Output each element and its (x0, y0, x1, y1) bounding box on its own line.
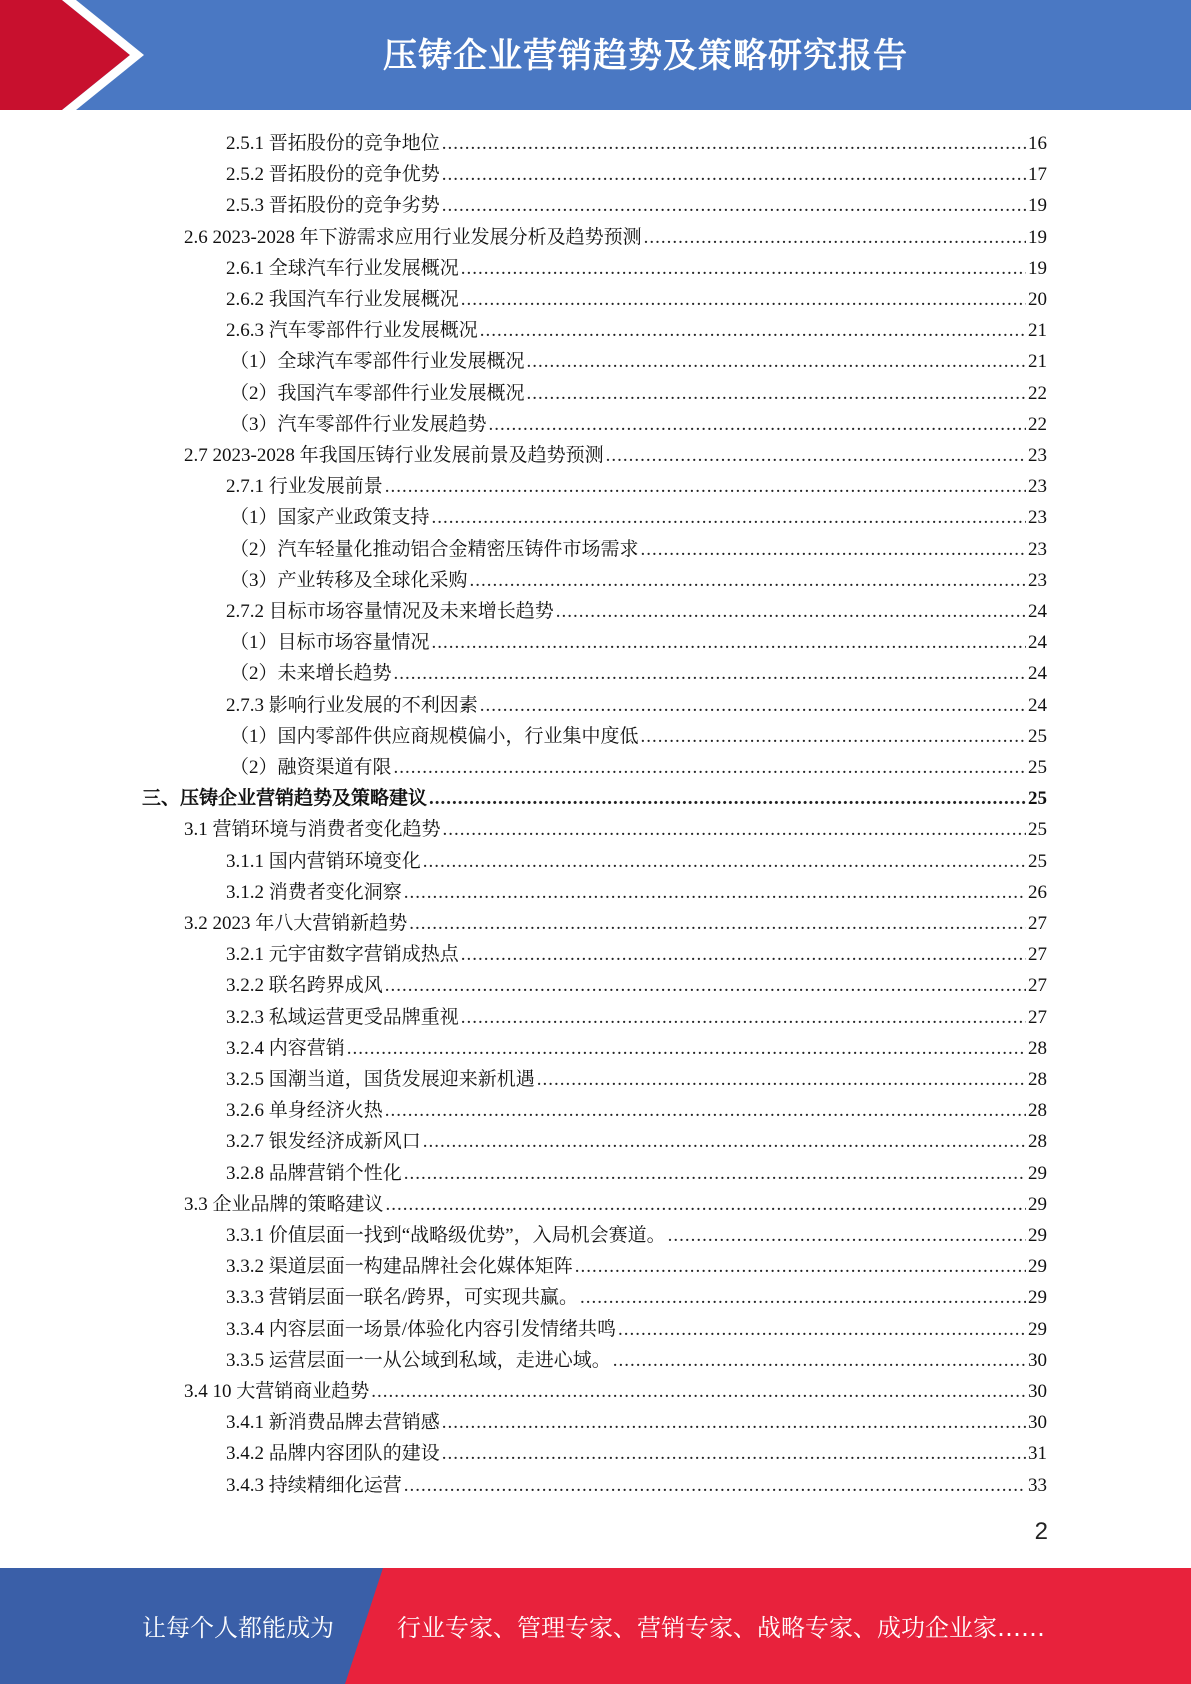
toc-entry-page: 19 (1028, 226, 1047, 248)
toc-entry-label: 3.2.1 元宇宙数字营销成热点 (226, 944, 459, 966)
toc-entry[interactable] (226, 1158, 1047, 1189)
toc-entry-page: 25 (1028, 819, 1047, 841)
toc-leader-dots (442, 128, 1026, 159)
toc-entry-label: 2.7.2 目标市场容量情况及未来增长趋势 (226, 601, 554, 622)
toc-leader-dots (556, 596, 1026, 627)
toc-entry[interactable] (230, 346, 1047, 377)
toc-entry-page: 22 (1028, 382, 1047, 404)
toc-entry-page: 24 (1028, 663, 1047, 685)
toc-entry[interactable] (226, 1220, 1047, 1251)
toc-entry[interactable] (226, 1002, 1047, 1033)
toc-entry-page: 26 (1028, 881, 1047, 903)
toc-leader-dots (613, 1345, 1026, 1376)
toc-entry[interactable] (230, 502, 1047, 533)
toc-entry-page: 23 (1028, 445, 1047, 466)
toc-leader-dots (404, 1158, 1026, 1189)
toc-entry-page: 30 (1028, 1381, 1047, 1402)
toc-leader-dots (409, 908, 1026, 939)
toc-entry-label: 2.6.2 我国汽车行业发展概况 (226, 289, 459, 310)
toc-entry-page: 21 (1028, 320, 1047, 342)
toc-entry-label: 3.2.2 联名跨界成风 (226, 975, 383, 997)
footer-slogan-right: 行业专家、管理专家、营销专家、战略专家、成功企业家…… (397, 1614, 1045, 1642)
toc-leader-dots (470, 565, 1026, 596)
toc-entry-label: 3.4.3 持续精细化运营 (226, 1474, 402, 1496)
toc-entry-page: 22 (1028, 413, 1047, 435)
toc-entry-label: （1）国家产业政策支持 (230, 507, 430, 529)
toc-entry[interactable] (226, 846, 1047, 877)
toc-entry-label: 2.6 2023-2028 年下游需求应用行业发展分析及趋势预测 (184, 226, 642, 248)
footer-slogan-left: 让每个人都能成为 (142, 1614, 334, 1642)
toc-entry-label: 2.6.3 汽车零部件行业发展概况 (226, 320, 478, 342)
toc-entry-label: 3.4.1 新消费品牌去营销感 (226, 1412, 440, 1434)
toc-entry[interactable] (226, 1438, 1047, 1469)
toc-leader-dots (461, 1002, 1026, 1033)
toc-leader-dots (527, 378, 1026, 409)
toc-entry[interactable] (184, 1376, 1047, 1407)
toc-leader-dots (394, 658, 1026, 689)
toc-entry-label: 3.2.3 私域运营更受品牌重视 (226, 1006, 459, 1028)
toc-entry-label: 2.5.2 晋拓股份的竞争优势 (226, 164, 440, 186)
toc-entry-page: 29 (1028, 1162, 1047, 1184)
toc-entry-page: 30 (1028, 1349, 1047, 1371)
toc-entry-page: 30 (1028, 1412, 1047, 1434)
toc-entry-page: 27 (1028, 944, 1047, 966)
toc-leader-dots (429, 783, 1026, 814)
toc-entry-page: 19 (1028, 257, 1047, 279)
toc-entry-page: 29 (1028, 1193, 1047, 1215)
toc-entry-label: （1）国内零部件供应商规模偏小，行业集中度低 (230, 725, 639, 747)
toc-leader-dots (537, 1064, 1026, 1095)
toc-entry-page: 23 (1028, 569, 1047, 591)
toc-entry-label: 2.7.1 行业发展前景 (226, 476, 383, 498)
toc-leader-dots (385, 1095, 1026, 1126)
toc-leader-dots (404, 1470, 1026, 1501)
toc-entry[interactable] (226, 1314, 1047, 1345)
toc-entry[interactable] (226, 690, 1047, 721)
toc-entry[interactable] (226, 1470, 1047, 1501)
toc-entry-label: 2.6.1 全球汽车行业发展概况 (226, 257, 459, 279)
toc-entry[interactable] (230, 752, 1047, 783)
toc-entry-page: 24 (1028, 632, 1047, 654)
toc-entry-page: 25 (1028, 850, 1047, 872)
toc-entry-page: 20 (1028, 289, 1047, 310)
toc-leader-dots (489, 409, 1026, 440)
toc-entry[interactable] (184, 814, 1047, 845)
toc-entry-page: 27 (1028, 913, 1047, 934)
toc-leader-dots (580, 1282, 1026, 1313)
toc-entry-page: 27 (1028, 975, 1047, 997)
toc-entry-page: 25 (1028, 788, 1047, 810)
toc-leader-dots (668, 1220, 1026, 1251)
toc-entry[interactable] (226, 471, 1047, 502)
toc-entry-page: 29 (1028, 1225, 1047, 1246)
toc-entry-label: 3.2.4 内容营销 (226, 1037, 345, 1059)
toc-entry-label: 2.7 2023-2028 年我国压铸行业发展前景及趋势预测 (184, 445, 604, 466)
toc-entry-page: 23 (1028, 507, 1047, 529)
toc-entry[interactable] (226, 1251, 1047, 1282)
toc-entry-label: （3）汽车零部件行业发展趋势 (230, 413, 487, 435)
toc-leader-dots (641, 721, 1026, 752)
toc-entry-label: 3.3.2 渠道层面一构建品牌社会化媒体矩阵 (226, 1256, 573, 1278)
toc-leader-dots (461, 253, 1026, 284)
toc-entry-label: （1）目标市场容量情况 (230, 632, 430, 654)
toc-entry-label: （2）汽车轻量化推动铝合金精密压铸件市场需求 (230, 538, 639, 560)
toc-entry-label: 3.1.1 国内营销环境变化 (226, 850, 421, 872)
toc-entry-label: 3.4.2 品牌内容团队的建设 (226, 1443, 440, 1465)
toc-entry-page: 28 (1028, 1100, 1047, 1122)
toc-entry-page: 28 (1028, 1037, 1047, 1059)
toc-entry[interactable] (226, 1282, 1047, 1313)
toc-entry-label: （1）全球汽车零部件行业发展概况 (230, 351, 525, 373)
toc-entry-label: （2）未来增长趋势 (230, 663, 392, 685)
toc-entry[interactable] (226, 284, 1047, 315)
toc-entry-label: 3.2.8 品牌营销个性化 (226, 1162, 402, 1184)
toc-entry[interactable] (230, 658, 1047, 689)
toc-entry[interactable] (226, 253, 1047, 284)
toc-entry[interactable] (230, 627, 1047, 658)
toc-leader-dots (442, 1407, 1026, 1438)
toc-entry-label: 3.2.5 国潮当道，国货发展迎来新机遇 (226, 1069, 535, 1090)
toc-entry[interactable] (184, 908, 1047, 939)
report-title: 压铸企业营销趋势及策略研究报告 (383, 36, 908, 76)
toc-entry[interactable] (226, 1407, 1047, 1438)
toc-entry-label: （2）融资渠道有限 (230, 757, 392, 778)
toc-leader-dots (404, 877, 1026, 908)
toc-entry[interactable] (226, 1095, 1047, 1126)
toc-entry-page: 27 (1028, 1006, 1047, 1028)
toc-entry-page: 17 (1028, 164, 1047, 186)
toc-entry-label: 3.3.5 运营层面一一从公域到私域，走进心域。 (226, 1349, 611, 1371)
toc-leader-dots (461, 284, 1026, 315)
toc-entry-page: 19 (1028, 195, 1047, 217)
toc-entry-label: 2.5.1 晋拓股份的竞争地位 (226, 133, 440, 154)
toc-entry[interactable] (226, 159, 1047, 190)
toc-leader-dots (641, 534, 1026, 565)
toc-entry[interactable] (230, 378, 1047, 409)
toc-leader-dots (432, 627, 1026, 658)
toc-leader-dots (386, 1189, 1026, 1220)
toc-leader-dots (394, 752, 1026, 783)
toc-entry-page: 23 (1028, 538, 1047, 560)
toc-entry[interactable] (184, 1189, 1047, 1220)
toc-entry-label: 3.2.6 单身经济火热 (226, 1100, 383, 1122)
toc-entry-label: 3.3 企业品牌的策略建议 (184, 1193, 384, 1215)
toc-entry-page: 21 (1028, 351, 1047, 373)
toc-entry-label: 3.1.2 消费者变化洞察 (226, 881, 402, 903)
toc-entry-label: 3.3.3 营销层面一联名/跨界，可实现共赢。 (226, 1287, 579, 1309)
toc-entry-label: （3）产业转移及全球化采购 (230, 569, 468, 591)
toc-entry[interactable] (230, 409, 1047, 440)
toc-entry-page: 25 (1028, 725, 1047, 747)
toc-entry-label: （2）我国汽车零部件行业发展概况 (230, 382, 525, 404)
toc-entry-page: 28 (1028, 1069, 1047, 1090)
toc-leader-dots (385, 970, 1026, 1001)
page-footer (0, 1568, 1191, 1684)
toc-entry[interactable] (142, 783, 1047, 814)
toc-entry[interactable] (226, 970, 1047, 1001)
toc-entry-page: 31 (1028, 1443, 1047, 1465)
toc-entry[interactable] (184, 440, 1047, 471)
toc-leader-dots (347, 1033, 1026, 1064)
toc-entry-label: 2.5.3 晋拓股份的竞争劣势 (226, 195, 440, 217)
toc-leader-dots (385, 471, 1026, 502)
toc-entry-page: 24 (1028, 601, 1047, 622)
toc-entry[interactable] (226, 128, 1047, 159)
toc-entry[interactable] (226, 1033, 1047, 1064)
toc-entry-page: 24 (1028, 694, 1047, 716)
toc-leader-dots (618, 1314, 1026, 1345)
toc-entry-page: 25 (1028, 757, 1047, 778)
toc-leader-dots (575, 1251, 1026, 1282)
toc-entry-page: 28 (1028, 1131, 1047, 1153)
toc-leader-dots (423, 1126, 1026, 1157)
toc-leader-dots (442, 159, 1026, 190)
page-header (0, 0, 1191, 110)
toc-entry[interactable] (226, 1345, 1047, 1376)
toc-leader-dots (480, 690, 1026, 721)
toc-entry[interactable] (230, 534, 1047, 565)
toc-entry-label: 3.3.1 价值层面一找到“战略级优势”，入局机会赛道。 (226, 1225, 666, 1246)
toc-entry-label: 3.4 10 大营销商业趋势 (184, 1381, 370, 1402)
toc-entry[interactable] (230, 565, 1047, 596)
toc-entry-label: 3.2 2023 年八大营销新趋势 (184, 913, 408, 934)
toc-leader-dots (443, 814, 1026, 845)
toc-entry-page: 33 (1028, 1474, 1047, 1496)
toc-leader-dots (423, 846, 1026, 877)
toc-entry-label: 2.7.3 影响行业发展的不利因素 (226, 694, 478, 716)
toc-entry-page: 29 (1028, 1318, 1047, 1340)
toc-entry[interactable] (226, 315, 1047, 346)
toc-entry-page: 29 (1028, 1287, 1047, 1309)
toc-leader-dots (644, 222, 1026, 253)
toc-leader-dots (442, 1438, 1026, 1469)
toc-entry-page: 16 (1028, 133, 1047, 154)
toc-entry[interactable] (230, 721, 1047, 752)
toc-entry[interactable] (226, 190, 1047, 221)
toc-leader-dots (527, 346, 1026, 377)
toc-leader-dots (461, 939, 1026, 970)
toc-entry[interactable] (226, 596, 1047, 627)
toc-entry-label: 3.3.4 内容层面一场景/体验化内容引发情绪共鸣 (226, 1318, 617, 1340)
toc-entry[interactable] (226, 877, 1047, 908)
toc-leader-dots (371, 1376, 1026, 1407)
toc-entry[interactable] (184, 222, 1047, 253)
toc-leader-dots (480, 315, 1026, 346)
toc-entry-label: 三、压铸企业营销趋势及策略建议 (142, 788, 428, 810)
toc-leader-dots (432, 502, 1026, 533)
toc-entry-page: 29 (1028, 1256, 1047, 1278)
toc-entry[interactable] (226, 939, 1047, 970)
toc-entry[interactable] (226, 1126, 1047, 1157)
toc-leader-dots (442, 190, 1026, 221)
page-number: 2 (1034, 1518, 1048, 1545)
toc-entry[interactable] (226, 1064, 1047, 1095)
toc-entry-page: 23 (1028, 476, 1047, 498)
toc-entry-label: 3.2.7 银发经济成新风口 (226, 1131, 421, 1153)
toc-leader-dots (606, 440, 1026, 471)
toc-entry-label: 3.1 营销环境与消费者变化趋势 (184, 819, 441, 841)
